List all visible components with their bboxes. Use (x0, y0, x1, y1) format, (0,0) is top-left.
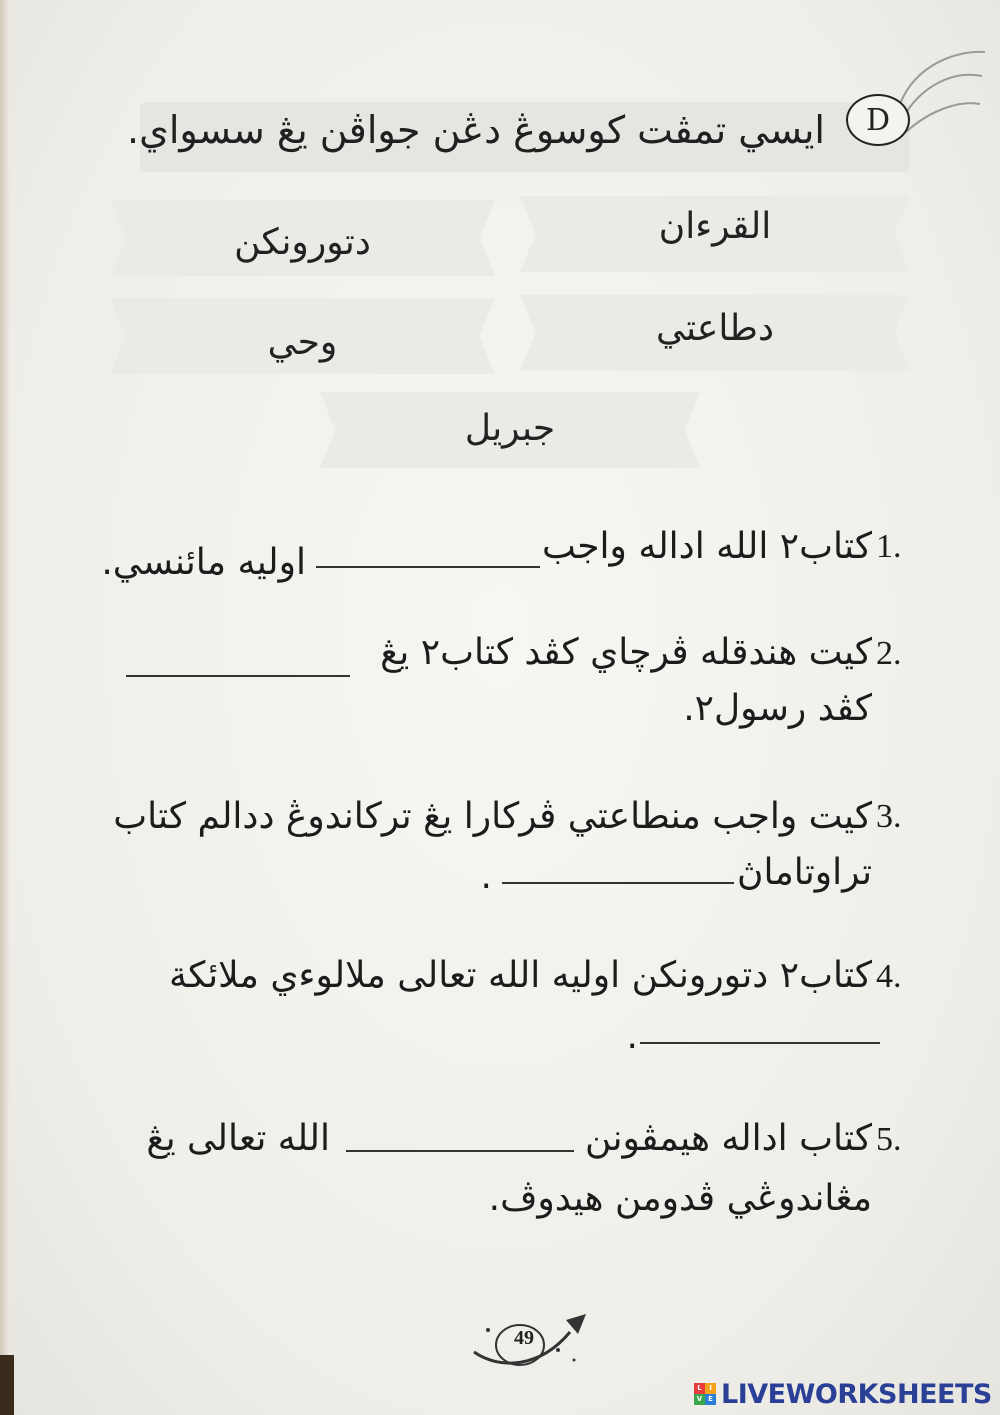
question-5-number: 5. (876, 1121, 902, 1158)
question-1-blank[interactable] (316, 566, 540, 568)
question-5-text: كتاب اداله هيمڤونن (585, 1118, 872, 1159)
liveworksheets-logo (694, 1378, 992, 1410)
question-3-number: 3. (876, 798, 902, 835)
question-3-text: كيت واجب منطاعتي ڤركارا يڠ تركاندوڠ ددالم كتاب (113, 796, 872, 837)
question-4-text: كتاب٢ دتورونكن اوليه الله تعالى ملالوءي ملائكة (168, 955, 872, 996)
page-number: 49 (514, 1327, 534, 1349)
question-2-number: 2. (876, 635, 902, 672)
question-3-blank[interactable] (502, 882, 734, 884)
instruction-text: ايسي تمڤت كوسوڠ دڠن جواڤن يڠ سسواي. (127, 108, 825, 152)
question-4-period: . (626, 1016, 638, 1057)
question-2-blank[interactable] (126, 675, 350, 677)
word-option-wahyu: وحي (267, 322, 338, 363)
word-option-alquran: القرءان (658, 206, 772, 247)
word-option-diturunkan: دتورونكن (234, 222, 371, 263)
logo-letter-v: V (694, 1394, 705, 1405)
question-1-text: كتاب٢ الله اداله واجب (541, 526, 872, 567)
question-1-text-end: اوليه مائنسي. (101, 542, 306, 583)
question-1-number: 1. (876, 528, 902, 565)
liveworksheets-wordmark: LIVEWORKSHEETS (721, 1378, 992, 1410)
question-4-blank[interactable] (640, 1042, 880, 1044)
question-3-text-line2: تراوتاماڽ (737, 852, 872, 893)
page-corner-shadow (0, 1355, 14, 1415)
word-option-jibril: جبريل (464, 408, 556, 449)
question-3-period: . (480, 856, 492, 897)
question-2-text-line2: كڤد رسول٢. (683, 688, 872, 729)
question-4-number: 4. (876, 958, 902, 995)
question-2-text: كيت هندقله ڤرچاي كڤد كتاب٢ يڠ (380, 632, 872, 673)
logo-letter-l: L (694, 1383, 705, 1394)
page-binding-edge (0, 0, 10, 1415)
section-badge: D (846, 94, 910, 146)
question-5-text-end: الله تعالى يڠ (146, 1118, 330, 1159)
word-option-ditaati: دطاعتي (655, 308, 774, 349)
logo-letter-i: I (705, 1383, 716, 1394)
liveworksheets-icon (694, 1383, 716, 1405)
logo-letter-e: E (705, 1394, 716, 1405)
question-5-blank[interactable] (346, 1150, 574, 1152)
question-5-text-line2: مڠاندوڠي ڤدومن هيدوڤ. (488, 1178, 872, 1219)
